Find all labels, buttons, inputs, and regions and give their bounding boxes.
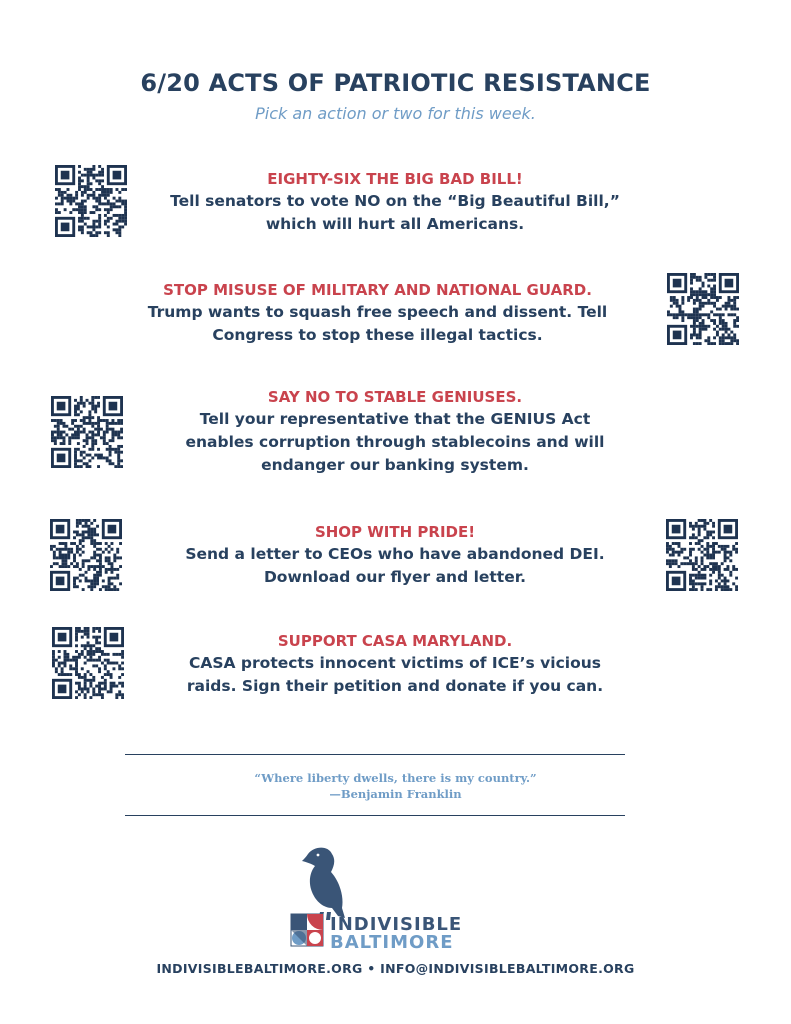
quote-text: “Where liberty dwells, there is my country.”	[254, 771, 537, 785]
action-description	[130, 543, 660, 589]
footer-contact: INDIVISIBLEBALTIMORE.ORG • INFO@INDIVISIBLEBALTIMORE.ORG	[156, 961, 635, 976]
page-subtitle: Pick an action or two for this week.	[255, 104, 536, 123]
action-description	[100, 301, 655, 347]
quote-attribution: —Benjamin Franklin	[329, 787, 462, 801]
action-heading: SUPPORT CASA MARYLAND.	[277, 632, 513, 650]
action-line: Download our flyer and letter.	[263, 568, 527, 586]
action-heading: EIGHTY-SIX THE BIG BAD BILL!	[267, 170, 523, 188]
action-heading: SAY NO TO STABLE GENIUSES.	[267, 388, 523, 406]
action-heading: SHOP WITH PRIDE!	[314, 523, 476, 541]
qr-code-icon[interactable]	[52, 627, 124, 699]
logo-line1: INDIVISIBLE	[330, 914, 463, 935]
action-description	[130, 408, 660, 477]
action-item	[130, 388, 660, 477]
indivisible-baltimore-logo	[282, 842, 482, 954]
action-line: raids. Sign their petition and donate if you can.	[186, 677, 604, 695]
action-item	[130, 170, 660, 236]
logo-line2: BALTIMORE	[330, 932, 454, 953]
action-description	[130, 652, 660, 698]
action-line: CASA protects innocent victims of ICE’s vicious	[189, 654, 601, 672]
action-item	[100, 281, 655, 347]
raven-icon	[282, 842, 482, 954]
action-heading: STOP MISUSE OF MILITARY AND NATIONAL GUARD.	[163, 281, 592, 299]
action-line: Tell senators to vote NO on the “Big Beautiful Bill,”	[170, 192, 620, 210]
action-item	[130, 523, 660, 589]
qr-code-icon[interactable]	[666, 519, 738, 591]
action-line: Send a letter to CEOs who have abandoned DEI.	[185, 545, 605, 563]
qr-code-icon[interactable]	[667, 273, 739, 345]
action-line: endanger our banking system.	[261, 456, 529, 474]
action-line: Trump wants to squash free speech and dissent. Tell	[147, 303, 608, 321]
page-title: 6/20 ACTS OF PATRIOTIC RESISTANCE	[140, 69, 651, 97]
quote-block	[0, 770, 791, 802]
quote-divider-bottom	[125, 815, 625, 816]
qr-code-icon[interactable]	[55, 165, 127, 237]
qr-code-icon[interactable]	[51, 396, 123, 468]
action-line: Congress to stop these illegal tactics.	[212, 326, 543, 344]
action-item	[130, 632, 660, 698]
action-line: enables corruption through stablecoins and will	[185, 433, 605, 451]
action-line: Tell your representative that the GENIUS Act	[199, 410, 591, 428]
action-line: which will hurt all Americans.	[265, 215, 525, 233]
qr-code-icon[interactable]	[50, 519, 122, 591]
quote-divider-top	[125, 754, 625, 755]
action-description	[130, 190, 660, 236]
